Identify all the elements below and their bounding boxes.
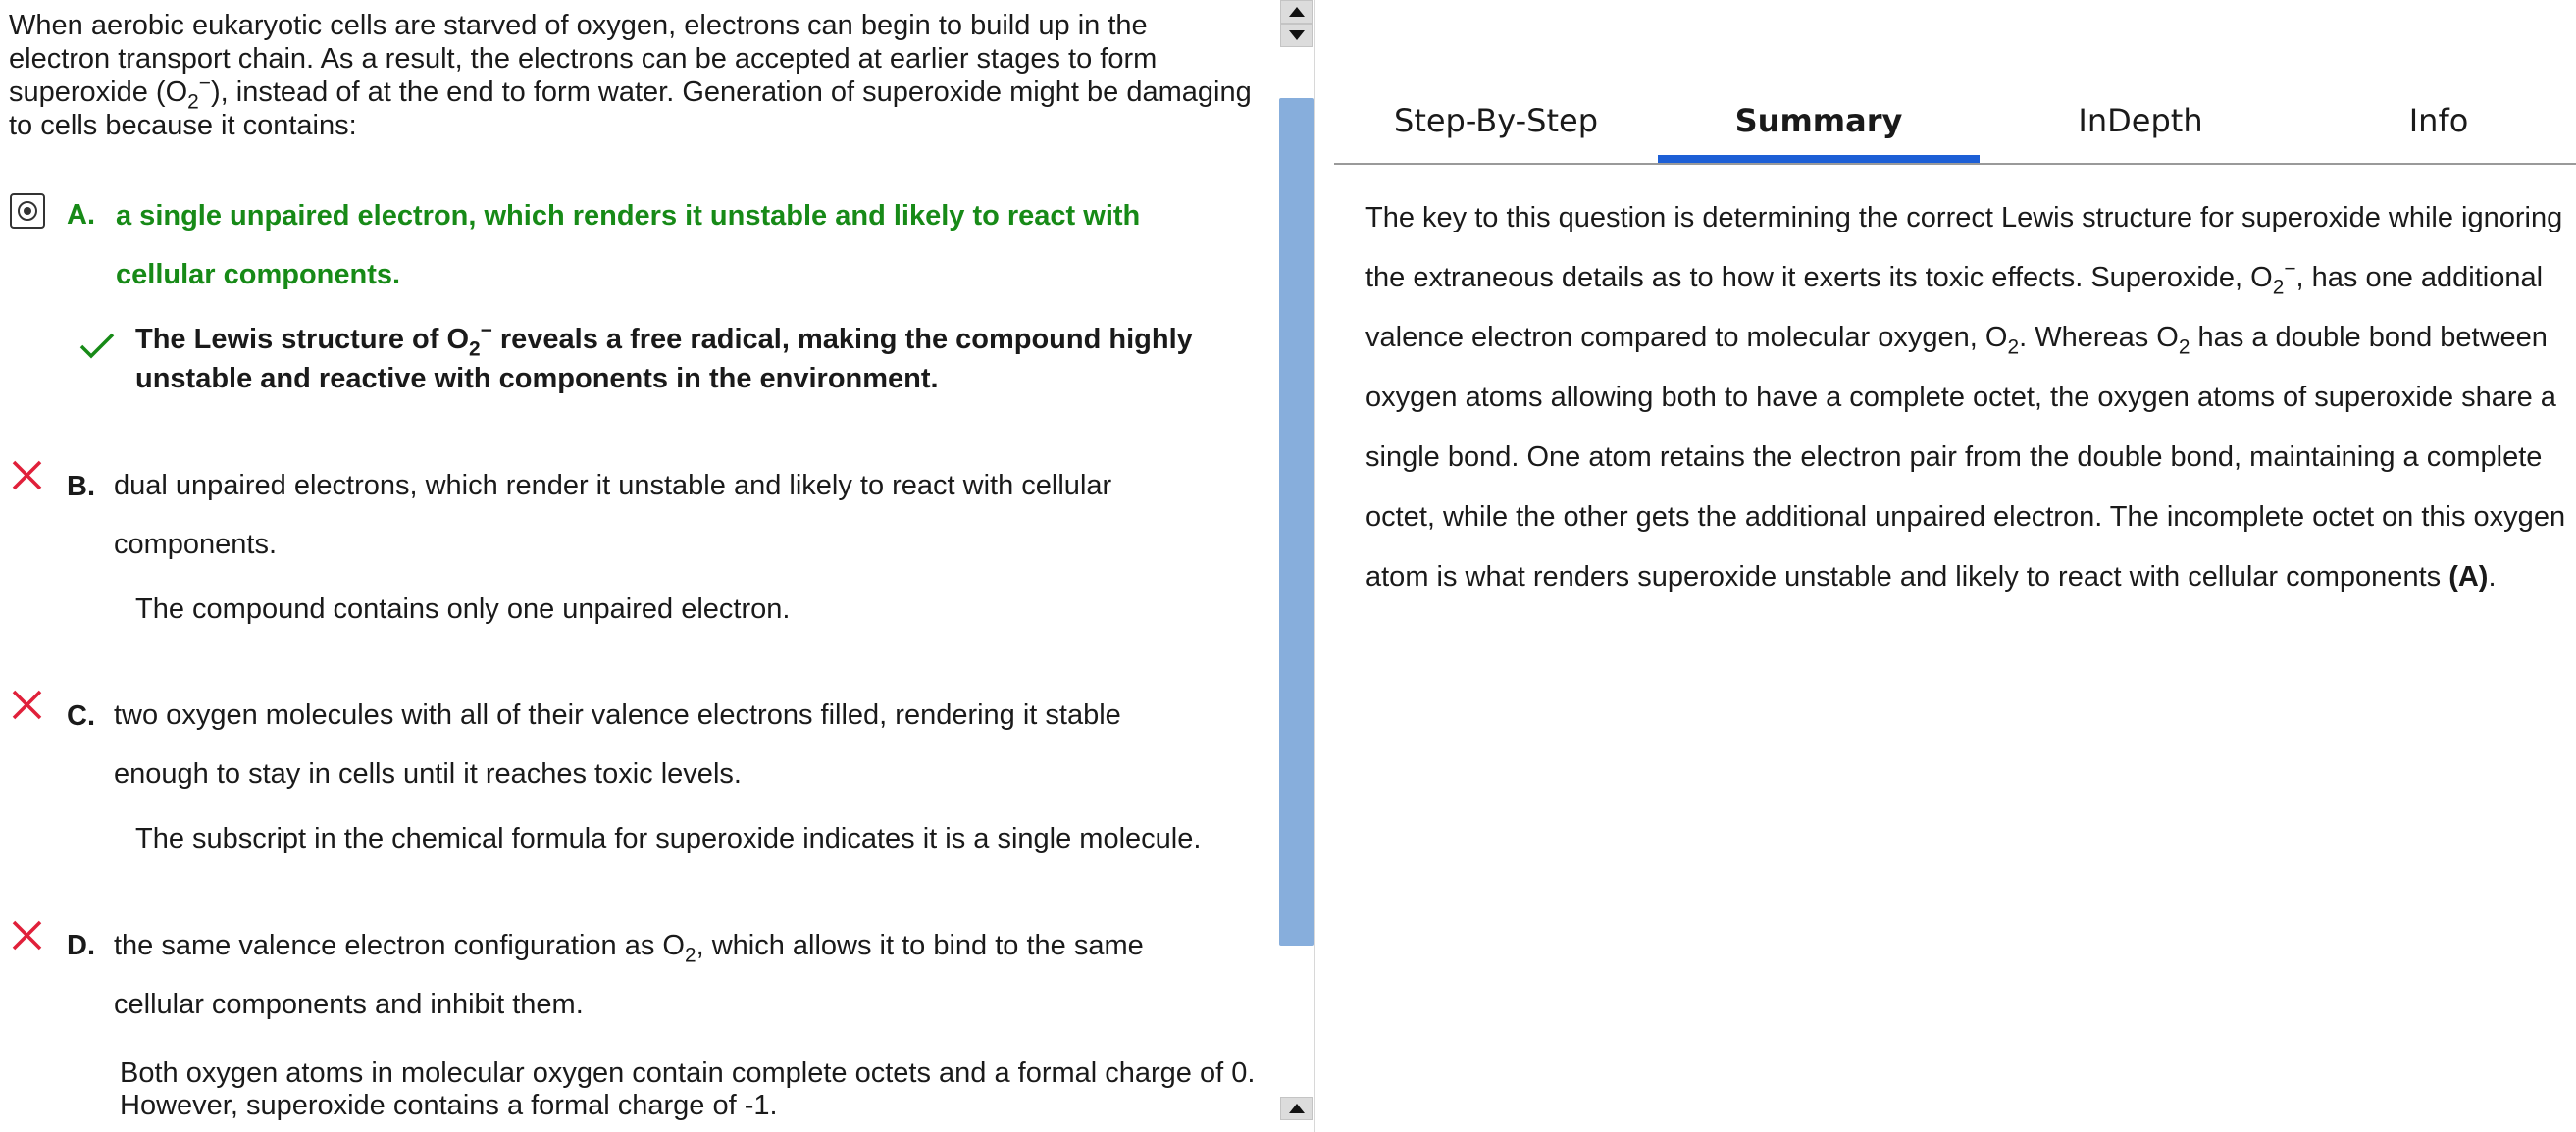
- option-text[interactable]: two oxygen molecules with all of their valence electrons filled, rendering it stable enough to stay in cells until it reaches toxic levels.: [114, 699, 1121, 790]
- option-letter: B.: [67, 471, 95, 502]
- x-icon: [9, 687, 46, 724]
- option-explanation: Both oxygen atoms in molecular oxygen contain complete octets and a formal charge of 0. However, superoxide contains a formal charge of -1.: [120, 1057, 1256, 1121]
- tab-indepth[interactable]: InDepth: [2078, 102, 2203, 139]
- scrollbar-thumb[interactable]: [1279, 98, 1314, 946]
- option-text[interactable]: the same valence electron configuration as $O_2$, which allows it to bind to the same cellular components and inhibit them.: [114, 930, 1144, 1020]
- vertical-scrollbar[interactable]: [1277, 0, 1315, 1132]
- tab-info[interactable]: Info: [2408, 102, 2469, 139]
- option-text[interactable]: dual unpaired electrons, which render it unstable and likely to react with cellular components.: [114, 470, 1112, 560]
- option-explanation: The Lewis structure of $O_2^-$ reveals a free radical, making the compound highly unstable and reactive with components in the environment.: [135, 319, 1193, 394]
- question-stem: When aerobic eukaryotic cells are starved of oxygen, electrons can begin to build up in the electron transport chain. As a result, the electrons can be accepted at earlier stages to form superoxide $(O_2^-)$, instead of at the end to form water. Generation of superoxide might be damaging to cells because it contains:: [9, 10, 1252, 141]
- tab-bar: [1334, 78, 2576, 165]
- option-explanation: The subscript in the chemical formula for superoxide indicates it is a single molecule.: [135, 823, 1202, 854]
- option-letter: C.: [67, 700, 95, 732]
- tab-summary[interactable]: Summary: [1734, 102, 1903, 139]
- checkmark-icon: [78, 327, 116, 364]
- x-icon: [9, 917, 46, 954]
- tab-step-by-step[interactable]: Step-By-Step: [1394, 102, 1598, 139]
- radio-selected-icon[interactable]: [10, 193, 45, 229]
- option-text[interactable]: a single unpaired electron, which renders it unstable and likely to react with cellular components.: [116, 200, 1141, 290]
- answer-reference: (A): [2448, 561, 2489, 592]
- summary-text: The key to this question is determining the correct Lewis structure for superoxide while ignoring the extraneous details as to how it exerts its toxic effects. Superoxide, $O_2^-$, has one additional valence electron compared to molecular oxygen, $O_2$. Whereas $O_2$ has a double bond between oxygen atoms allowing both to have a complete octet, the oxygen atoms of superoxide share a single bond. One atom retains the electron pair from the double bond, maintaining a complete octet, while the other gets the additional unpaired electron. The incomplete octet on this oxygen atom is what renders superoxide unstable and likely to react with cellular components (A).: [1365, 202, 2566, 592]
- option-letter: D.: [67, 930, 95, 961]
- arrow-down-icon[interactable]: [1280, 24, 1313, 47]
- active-tab-indicator: [1658, 155, 1980, 163]
- arrow-up-icon[interactable]: [1280, 0, 1313, 24]
- arrow-up-icon[interactable]: [1280, 1097, 1313, 1120]
- option-explanation: The compound contains only one unpaired electron.: [135, 593, 791, 625]
- x-icon: [9, 457, 46, 494]
- option-letter: A.: [67, 199, 95, 231]
- question-pane: [0, 0, 1275, 1132]
- explanation-pane: [1334, 0, 2576, 1132]
